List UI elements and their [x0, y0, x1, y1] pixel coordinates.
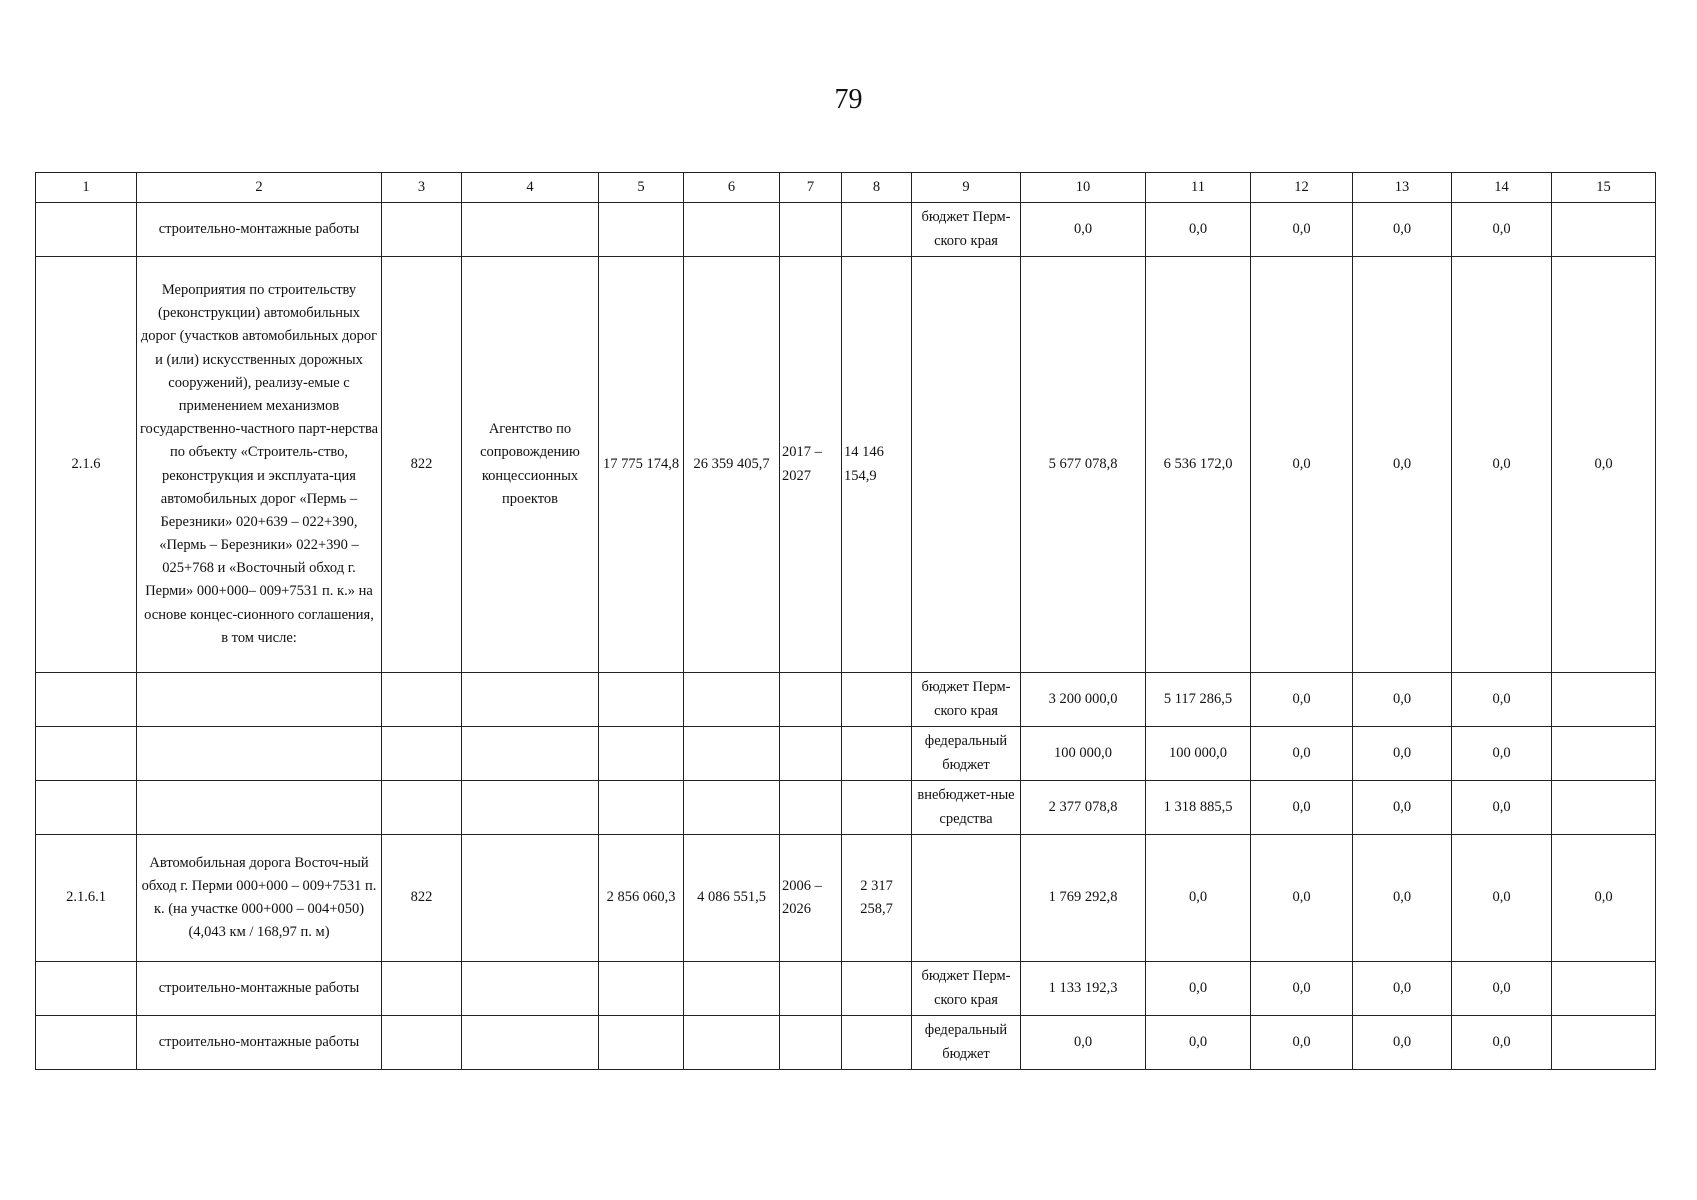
amount-cell: 0,0 [1251, 962, 1353, 1016]
item-name-cell [137, 727, 382, 781]
amount-cell: 0,0 [1452, 962, 1552, 1016]
funding-source-cell [912, 835, 1021, 962]
amount-cell: 0,0 [1353, 781, 1452, 835]
header-cell: 2 [137, 173, 382, 203]
period-cell [780, 727, 842, 781]
value-cell: 14 146 154,9 [842, 257, 912, 673]
item-name-cell [137, 673, 382, 727]
value-cell [684, 781, 780, 835]
amount-cell [1552, 1016, 1656, 1070]
period-cell [780, 203, 842, 257]
item-number-cell [36, 962, 137, 1016]
header-cell: 4 [462, 173, 599, 203]
period-cell: 2017 – 2027 [780, 257, 842, 673]
value-cell [842, 781, 912, 835]
amount-cell: 0,0 [1353, 203, 1452, 257]
amount-cell: 0,0 [1146, 962, 1251, 1016]
table-row [36, 203, 1656, 257]
code-cell: 822 [382, 835, 462, 962]
amount-cell [1552, 203, 1656, 257]
amount-cell: 1 318 885,5 [1146, 781, 1251, 835]
period-cell [780, 1016, 842, 1070]
amount-cell: 0,0 [1353, 673, 1452, 727]
code-cell [382, 673, 462, 727]
amount-cell: 0,0 [1452, 203, 1552, 257]
value-cell [684, 1016, 780, 1070]
amount-cell: 0,0 [1146, 835, 1251, 962]
funding-source-cell: федеральный бюджет [912, 1016, 1021, 1070]
item-name-cell: строительно-монтажные работы [137, 962, 382, 1016]
value-cell [599, 962, 684, 1016]
table-row [36, 835, 1656, 962]
header-cell: 1 [36, 173, 137, 203]
header-cell: 3 [382, 173, 462, 203]
item-name-cell [137, 781, 382, 835]
amount-cell: 1 133 192,3 [1021, 962, 1146, 1016]
value-cell [599, 781, 684, 835]
value-cell: 4 086 551,5 [684, 835, 780, 962]
amount-cell: 0,0 [1452, 257, 1552, 673]
item-name-cell: строительно-монтажные работы [137, 1016, 382, 1070]
page-number: 79 [834, 84, 863, 115]
value-cell [842, 673, 912, 727]
executor-cell [462, 781, 599, 835]
amount-cell: 0,0 [1353, 1016, 1452, 1070]
amount-cell: 0,0 [1452, 781, 1552, 835]
amount-cell: 6 536 172,0 [1146, 257, 1251, 673]
value-cell [599, 203, 684, 257]
value-cell: 17 775 174,8 [599, 257, 684, 673]
period-cell: 2006 – 2026 [780, 835, 842, 962]
amount-cell: 0,0 [1146, 1016, 1251, 1070]
value-cell [842, 1016, 912, 1070]
amount-cell: 100 000,0 [1021, 727, 1146, 781]
value-cell [842, 727, 912, 781]
amount-cell: 0,0 [1353, 257, 1452, 673]
item-name-cell: Мероприятия по строительству (реконструкции) автомобильных дорог (участков автомобильных дорог и (или) искусственных дорожных сооружений), реализу-емые с применением механизмов государственно-частного парт-нерства по объекту «Строитель-ство, реконструкция и эксплуата-ция автомобильных дорог «Пермь – Березники» 020+639 – 022+390, «Пермь – Березники» 022+390 – 025+768 и «Восточный обход г. Перми» 000+000– 009+7531 п. к.» на основе концес-сионного соглашения, в том числе: [137, 257, 382, 673]
executor-cell [462, 673, 599, 727]
funding-source-cell: бюджет Перм-ского края [912, 962, 1021, 1016]
amount-cell [1552, 962, 1656, 1016]
executor-cell [462, 203, 599, 257]
value-cell [684, 203, 780, 257]
item-number-cell: 2.1.6.1 [36, 835, 137, 962]
amount-cell: 0,0 [1353, 727, 1452, 781]
amount-cell: 0,0 [1452, 673, 1552, 727]
table-row [36, 727, 1656, 781]
funding-source-cell [912, 257, 1021, 673]
header-cell: 7 [780, 173, 842, 203]
amount-cell: 0,0 [1251, 257, 1353, 673]
amount-cell: 0,0 [1021, 203, 1146, 257]
value-cell [599, 727, 684, 781]
table-row [36, 962, 1656, 1016]
amount-cell: 0,0 [1353, 835, 1452, 962]
amount-cell: 0,0 [1146, 203, 1251, 257]
table-row [36, 1016, 1656, 1070]
amount-cell: 0,0 [1251, 673, 1353, 727]
period-cell [780, 673, 842, 727]
code-cell [382, 781, 462, 835]
amount-cell: 0,0 [1021, 1016, 1146, 1070]
table-row [36, 781, 1656, 835]
value-cell [842, 962, 912, 1016]
amount-cell: 3 200 000,0 [1021, 673, 1146, 727]
header-cell: 6 [684, 173, 780, 203]
item-number-cell [36, 203, 137, 257]
amount-cell: 0,0 [1552, 257, 1656, 673]
value-cell [599, 673, 684, 727]
amount-cell [1552, 727, 1656, 781]
item-number-cell [36, 673, 137, 727]
executor-cell [462, 962, 599, 1016]
period-cell [780, 781, 842, 835]
value-cell [684, 727, 780, 781]
header-row [36, 173, 1656, 203]
header-cell: 15 [1552, 173, 1656, 203]
value-cell: 2 856 060,3 [599, 835, 684, 962]
executor-cell [462, 1016, 599, 1070]
amount-cell: 100 000,0 [1146, 727, 1251, 781]
value-cell [842, 203, 912, 257]
header-cell: 14 [1452, 173, 1552, 203]
amount-cell: 0,0 [1251, 203, 1353, 257]
header-cell: 5 [599, 173, 684, 203]
header-cell: 8 [842, 173, 912, 203]
amount-cell: 0,0 [1251, 727, 1353, 781]
header-cell: 11 [1146, 173, 1251, 203]
table-row [36, 673, 1656, 727]
header-cell: 12 [1251, 173, 1353, 203]
value-cell [684, 962, 780, 1016]
amount-cell: 0,0 [1251, 1016, 1353, 1070]
funding-source-cell: федеральный бюджет [912, 727, 1021, 781]
amount-cell: 2 377 078,8 [1021, 781, 1146, 835]
item-name-cell: строительно-монтажные работы [137, 203, 382, 257]
amount-cell: 0,0 [1552, 835, 1656, 962]
period-cell [780, 962, 842, 1016]
program-table [35, 172, 1656, 1070]
amount-cell [1552, 781, 1656, 835]
amount-cell: 0,0 [1353, 962, 1452, 1016]
value-cell: 26 359 405,7 [684, 257, 780, 673]
code-cell [382, 962, 462, 1016]
code-cell [382, 727, 462, 781]
amount-cell: 5 677 078,8 [1021, 257, 1146, 673]
amount-cell: 0,0 [1251, 835, 1353, 962]
value-cell: 2 317 258,7 [842, 835, 912, 962]
amount-cell: 0,0 [1452, 727, 1552, 781]
amount-cell: 1 769 292,8 [1021, 835, 1146, 962]
code-cell: 822 [382, 257, 462, 673]
header-cell: 10 [1021, 173, 1146, 203]
amount-cell: 5 117 286,5 [1146, 673, 1251, 727]
item-number-cell [36, 781, 137, 835]
executor-cell [462, 727, 599, 781]
value-cell [599, 1016, 684, 1070]
amount-cell: 0,0 [1452, 1016, 1552, 1070]
funding-source-cell: бюджет Перм-ского края [912, 203, 1021, 257]
amount-cell: 0,0 [1251, 781, 1353, 835]
item-number-cell [36, 1016, 137, 1070]
code-cell [382, 1016, 462, 1070]
header-cell: 13 [1353, 173, 1452, 203]
item-number-cell: 2.1.6 [36, 257, 137, 673]
item-name-cell: Автомобильная дорога Восточ-ный обход г. Перми 000+000 – 009+7531 п. к. (на участке 000+000 – 004+050) (4,043 км / 168,97 п. м) [137, 835, 382, 962]
amount-cell [1552, 673, 1656, 727]
executor-cell: Агентство по сопровождению концессионных проектов [462, 257, 599, 673]
funding-source-cell: бюджет Перм-ского края [912, 673, 1021, 727]
amount-cell: 0,0 [1452, 835, 1552, 962]
item-number-cell [36, 727, 137, 781]
header-cell: 9 [912, 173, 1021, 203]
table-row [36, 257, 1656, 673]
value-cell [684, 673, 780, 727]
code-cell [382, 203, 462, 257]
funding-source-cell: внебюджет-ные средства [912, 781, 1021, 835]
executor-cell [462, 835, 599, 962]
